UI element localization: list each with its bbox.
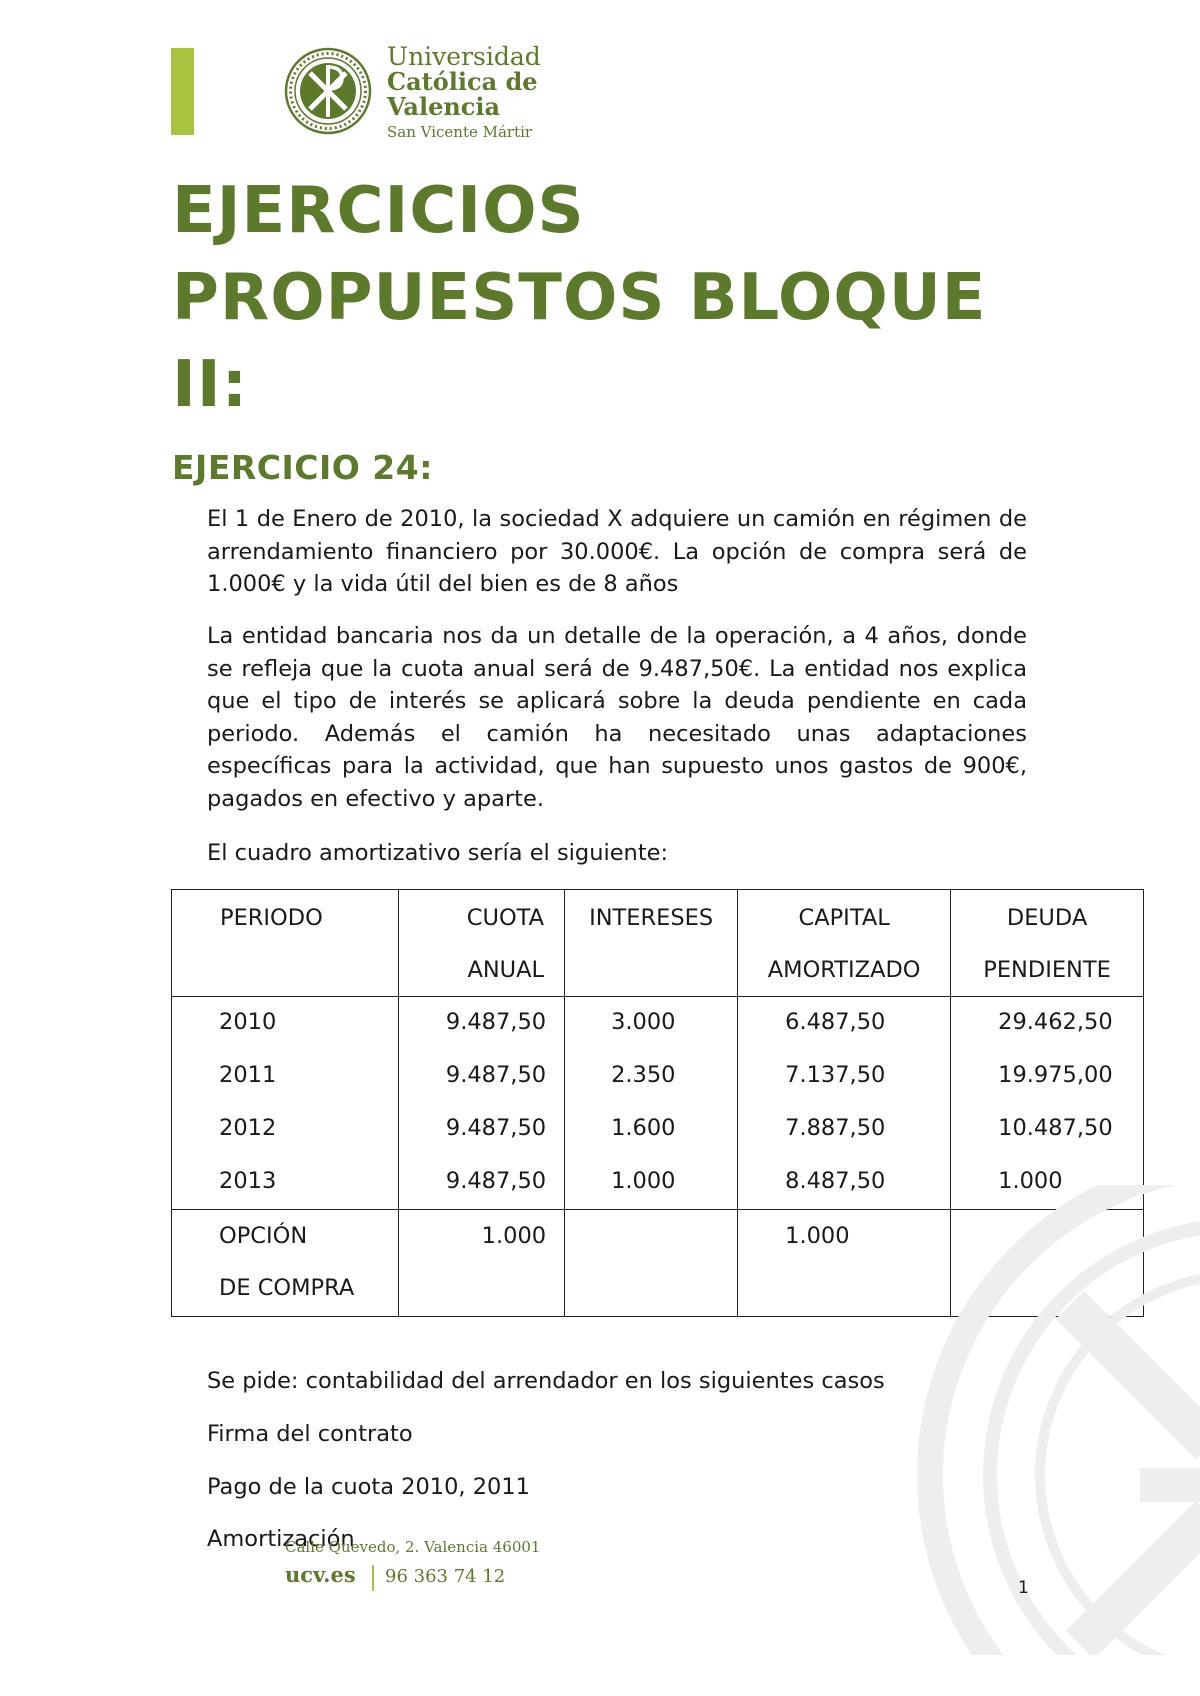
task-item-payment: Pago de la cuota 2010, 2011 (207, 1474, 530, 1500)
university-seal-logo (284, 47, 372, 135)
university-line-3: Valencia (387, 92, 501, 121)
footer-address: Calle Quevedo, 2. Valencia 46001 (285, 1538, 541, 1556)
option-label-line2: DE COMPRA (219, 1275, 355, 1301)
paragraph-statement: El 1 de Enero de 2010, la sociedad X adquiere un camión en régimen de arrendamiento financiero por 30.000€. La opción de compra será de 1.000€ y la vida útil del bien es de 8 años (207, 506, 1027, 597)
cell-capital: 6.487,50 (738, 997, 951, 1051)
footer-website-link[interactable]: ucv.es (285, 1562, 356, 1587)
paragraph-table-intro: El cuadro amortizativo sería el siguiente: (207, 840, 669, 866)
header-capital (738, 890, 951, 997)
cell-deuda: 19.975,00 (951, 1050, 1144, 1103)
cell-intereses: 2.350 (565, 1050, 738, 1103)
cell-periodo: 2012 (172, 1103, 399, 1156)
task-item-contract: Firma del contrato (207, 1421, 413, 1447)
university-line-1: Universidad (387, 42, 541, 71)
cell-option-intereses (565, 1210, 738, 1317)
cell-deuda: 29.462,50 (951, 997, 1144, 1051)
cell-cuota: 9.487,50 (398, 1156, 564, 1210)
cell-intereses: 1.000 (565, 1156, 738, 1210)
cell-capital: 8.487,50 (738, 1156, 951, 1210)
task-intro: Se pide: contabilidad del arrendador en los siguientes casos (207, 1368, 885, 1394)
university-line-2: Católica de (387, 67, 538, 96)
table-header-row (172, 890, 1144, 997)
exercise-title: EJERCICIO 24: (172, 448, 433, 487)
footer-separator (372, 1565, 374, 1591)
cell-option-capital: 1.000 (738, 1210, 951, 1317)
header-deuda-line2: PENDIENTE (983, 957, 1111, 983)
header-cuota (398, 890, 564, 997)
table-row (172, 1103, 1144, 1156)
page-number: 1 (1018, 1578, 1029, 1598)
cell-intereses: 1.600 (565, 1103, 738, 1156)
cell-deuda: 10.487,50 (951, 1103, 1144, 1156)
cell-capital: 7.137,50 (738, 1050, 951, 1103)
header-intereses (565, 890, 738, 997)
header-periodo (172, 890, 399, 997)
cell-cuota: 9.487,50 (398, 997, 564, 1051)
option-label-line1: OPCIÓN (219, 1223, 308, 1249)
cell-option-cuota: 1.000 (398, 1210, 564, 1317)
cell-periodo: 2013 (172, 1156, 399, 1210)
cell-intereses: 3.000 (565, 997, 738, 1051)
table-row (172, 997, 1144, 1051)
header-intereses-line1: INTERESES (589, 905, 714, 931)
cell-cuota: 9.487,50 (398, 1050, 564, 1103)
paragraph-bank-detail: La entidad bancaria nos da un detalle de la operación, a 4 años, donde se refleja que la cuota anual será de 9.487,50€. La entidad nos explica que el tipo de interés se aplicará sobre la deuda pendiente en cada periodo. Además el camión ha necesitado unas adaptaciones específicas para la actividad, que han supuesto unos gastos de 900€, pagados en efectivo y aparte. (207, 623, 1027, 812)
header-cuota-line1: CUOTA (466, 905, 545, 931)
cell-option-label (172, 1210, 399, 1317)
cell-capital: 7.887,50 (738, 1103, 951, 1156)
university-line-4: San Vicente Mártir (387, 123, 533, 141)
cell-periodo: 2011 (172, 1050, 399, 1103)
header-periodo-line1: PERIODO (220, 905, 323, 931)
header-cuota-line2: ANUAL (467, 957, 545, 983)
header-capital-line2: AMORTIZADO (767, 957, 921, 983)
header-deuda-line1: DEUDA (1006, 905, 1088, 931)
seal-watermark-icon (910, 1185, 1200, 1655)
cell-periodo: 2010 (172, 997, 399, 1051)
cell-deuda: 1.000 (951, 1156, 1144, 1210)
task-item-amortization: Amortización (207, 1526, 355, 1552)
university-name (387, 44, 541, 142)
header-capital-line1: CAPITAL (798, 905, 890, 931)
document-title: EJERCICIOS PROPUESTOS BLOQUE II: (172, 174, 987, 422)
cell-cuota: 9.487,50 (398, 1103, 564, 1156)
footer-phone: 96 363 74 12 (385, 1566, 506, 1587)
header-deuda (951, 890, 1144, 997)
table-row (172, 1050, 1144, 1103)
header-accent-bar (171, 48, 194, 135)
